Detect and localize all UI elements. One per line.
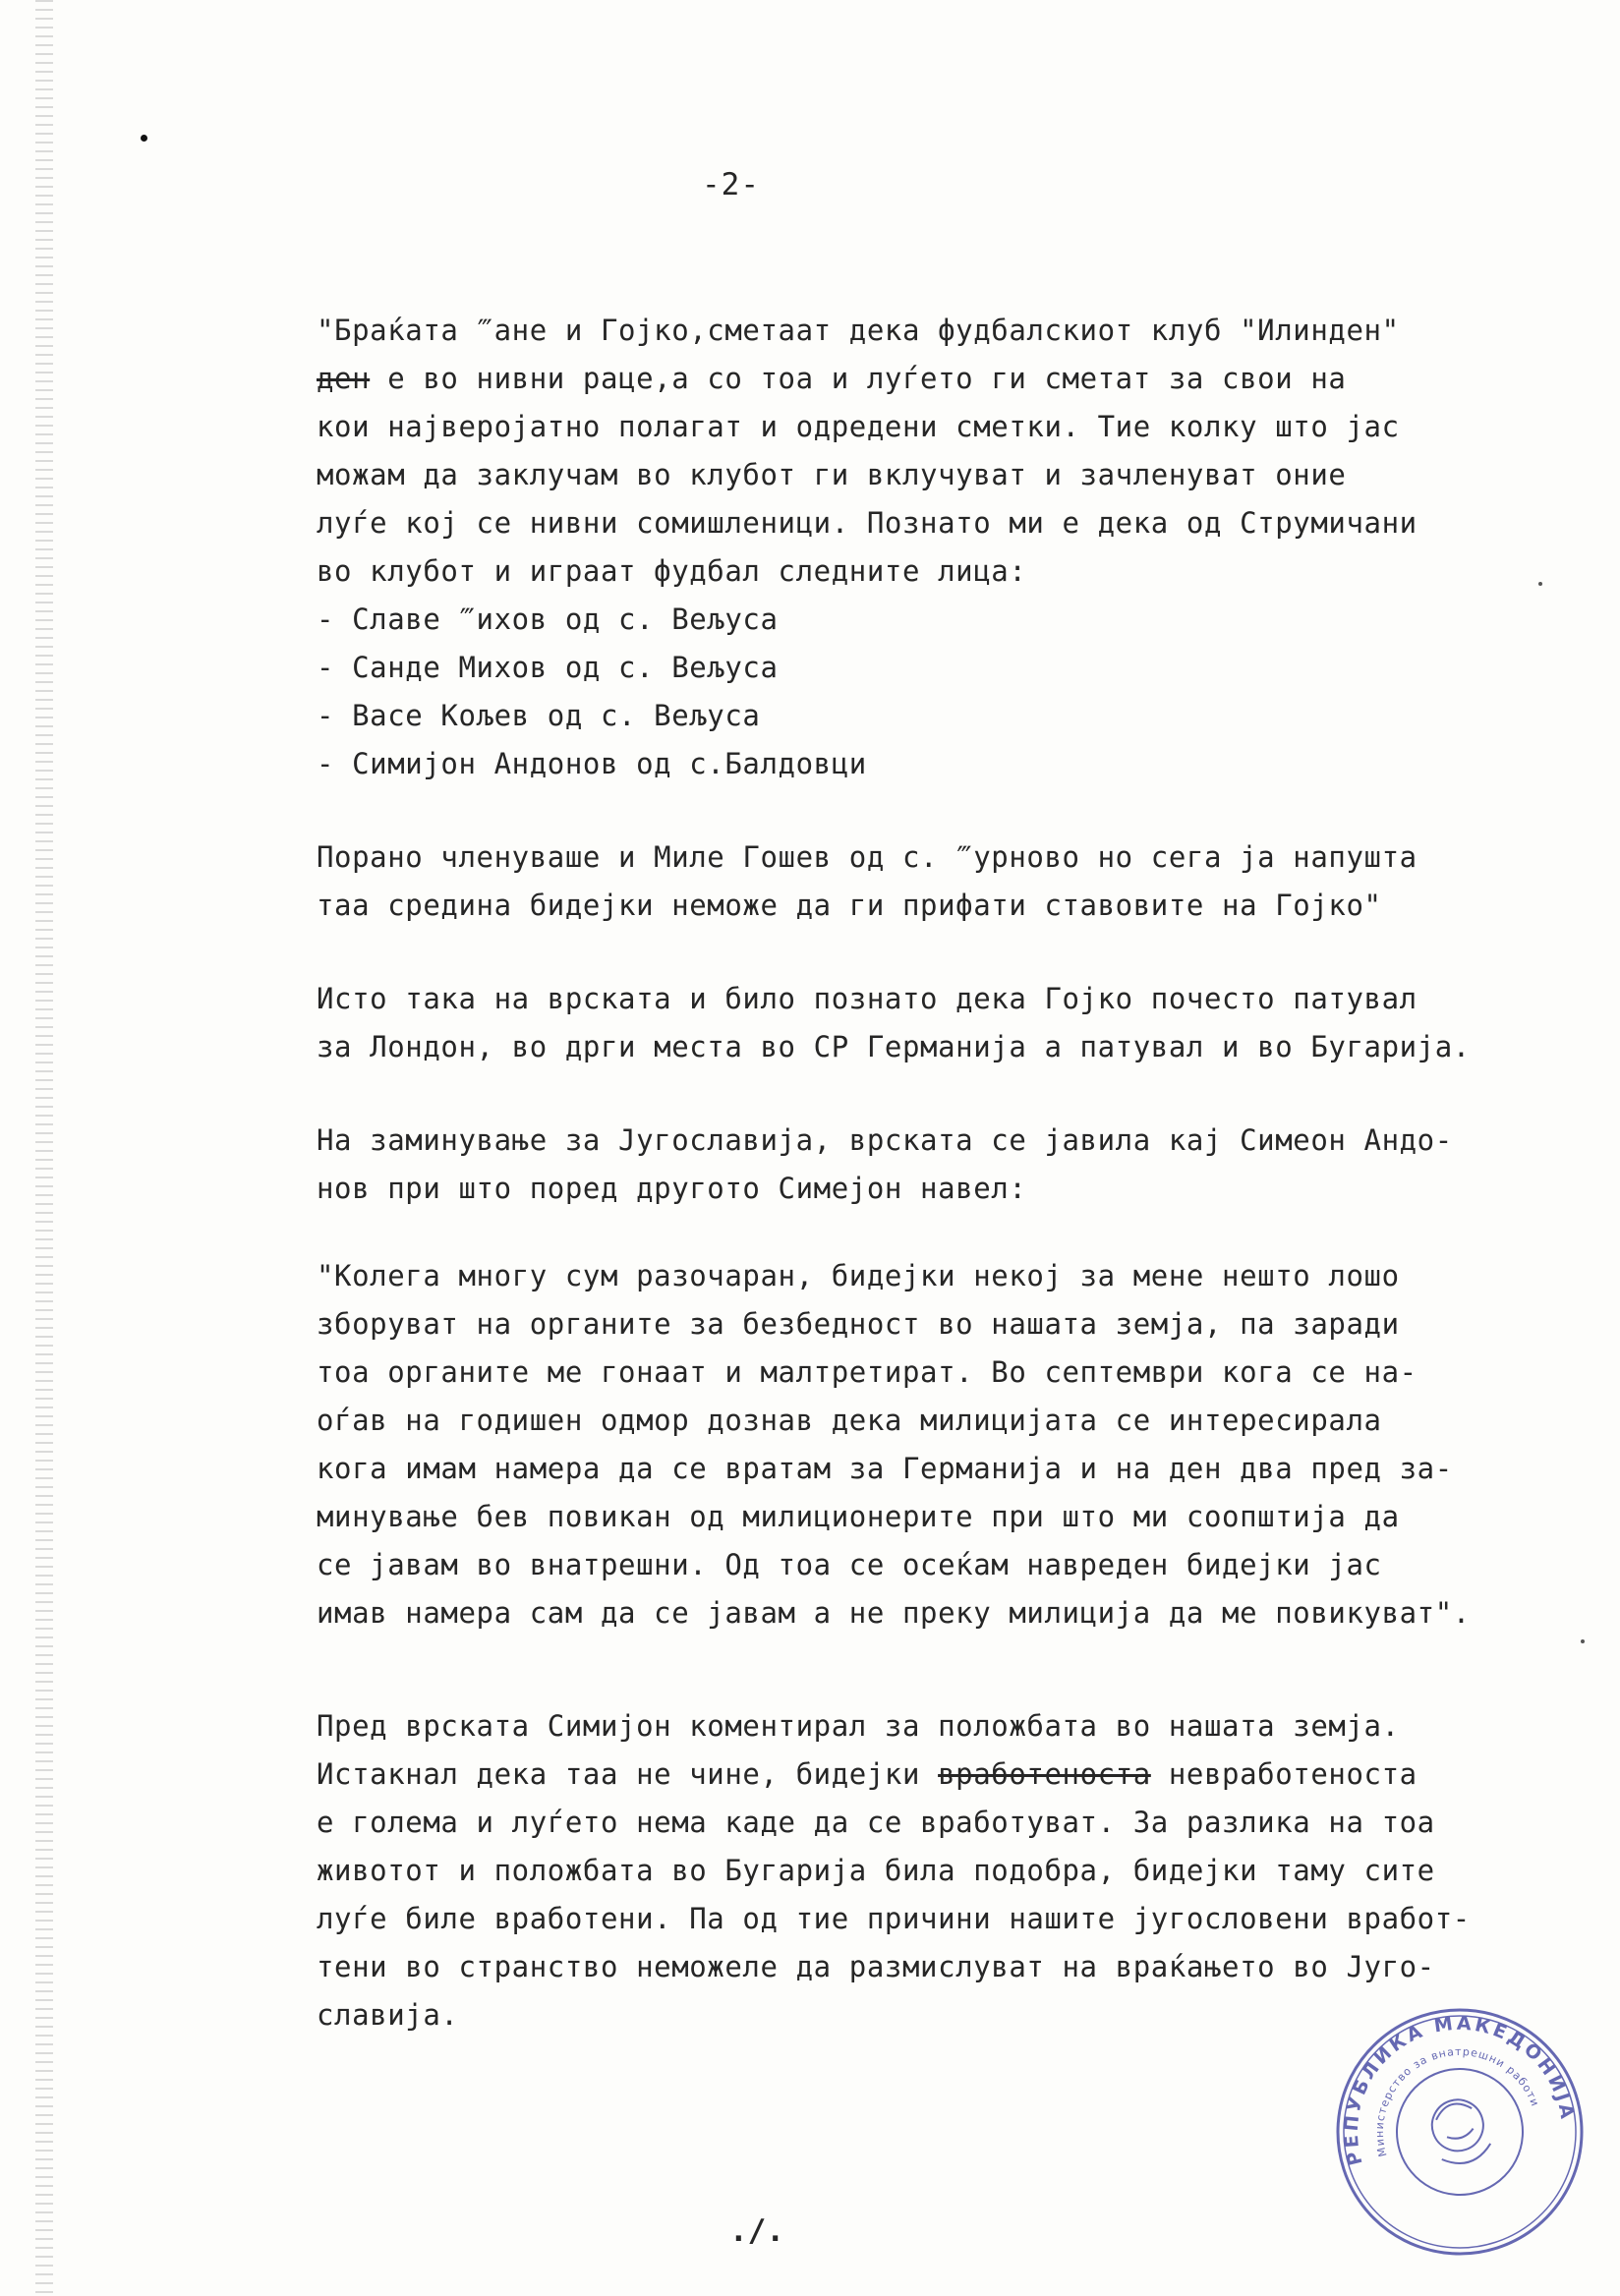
text-line: Порано членуваше и Миле Гошев од с. ‴урново но сега ја напушта xyxy=(317,840,1418,874)
text-line: за Лондон, во дрги места во СР Германија а патувал и во Бугарија. xyxy=(317,1030,1471,1063)
text-line: можам да заклучам во клубот ги вклучуват и зачленуват оние xyxy=(317,458,1347,491)
text-line: се јавам во внатрешни. Од тоа се осеќам навреден бидејки јас xyxy=(317,1548,1382,1581)
list-item: - Симијон Андонов од с.Балдовци xyxy=(317,747,867,780)
stamp-outer-text: РЕПУБЛИКА МАКЕДОНИЈА xyxy=(1340,2012,1579,2168)
text-line: тени во странство неможеле да размислуват на враќањето во Југо- xyxy=(317,1950,1435,1983)
text-line xyxy=(317,1751,1614,1799)
continuation-mark: ./. xyxy=(729,2213,784,2249)
list-item: - Славе ‴ихов од с. Вељуса xyxy=(317,603,779,636)
text-line: луѓе биле вработени. Па од тие причини нашите југословени вработ- xyxy=(317,1902,1471,1935)
left-edge-perforation xyxy=(35,0,53,2296)
text-line: кои најверојатно полагат и одредени сметки. Тие колку што јас xyxy=(317,410,1400,443)
stamp-inner-text: Министерство за внатрешни работи xyxy=(1372,2044,1542,2158)
line-text: е во нивни раце,а со тоа и луѓето ги сметат за свои на xyxy=(370,362,1347,395)
text-line: славија. xyxy=(317,1998,459,2032)
paragraph xyxy=(317,1117,1614,1213)
stamp-emblem-icon xyxy=(1425,2094,1494,2170)
text-line: зборуват на органите за безбедност во нашата земја, па заради xyxy=(317,1307,1400,1341)
struck-word: вработеноста xyxy=(938,1757,1151,1791)
text-line: "Браќата ‴ане и Гојко,сметаат дека фудбалскиот клуб "Илинден" xyxy=(317,314,1400,347)
text-line: животот и положбата во Бугарија била подобра, бидејки таму сите xyxy=(317,1854,1435,1887)
text-line: нов при што поред другото Симејон навел: xyxy=(317,1172,1027,1205)
list-item: - Васе Кољев од с. Вељуса xyxy=(317,699,761,732)
paragraph xyxy=(317,1702,1614,2039)
text-line: Исто така на врската и било познато дека Гојко почесто патувал xyxy=(317,982,1418,1015)
paragraph xyxy=(317,307,1614,788)
text-line: "Колега многу сум разочаран, бидејки некој за мене нешто лошо xyxy=(317,1259,1400,1292)
text-line: тоа органите ме гонаат и малтретират. Во септември кога се на- xyxy=(317,1355,1418,1389)
paragraph xyxy=(317,975,1614,1071)
text-line: кога имам намера да се вратам за Германија и на ден два пред за- xyxy=(317,1452,1453,1485)
text-line: минување бев повикан од милиционерите при што ми соопштија да xyxy=(317,1500,1400,1533)
text-line: имав намера сам да се јавам а не преку милиција да ме повикуват". xyxy=(317,1596,1471,1630)
text-line: На заминување за Југославија, врската се јавила кај Симеон Андо- xyxy=(317,1123,1453,1157)
paragraph xyxy=(317,1252,1614,1637)
text-line: Пред врската Симијон коментирал за положбата во нашата земја. xyxy=(317,1709,1400,1743)
paragraph xyxy=(317,833,1614,930)
text-line: оѓав на годишен одмор дознав дека милицијата се интересирала xyxy=(317,1404,1382,1437)
document-body xyxy=(317,307,1614,2039)
text-line: е голема и луѓето нема каде да се вработуват. За разлика на тоа xyxy=(317,1806,1435,1839)
ink-dot xyxy=(141,135,147,142)
line-text: невработеноста xyxy=(1150,1757,1418,1791)
text-line: во клубот и играат фудбал следните лица: xyxy=(317,554,1027,588)
text-line: луѓе кој се нивни сомишленици. Познато ми е дека од Струмичани xyxy=(317,506,1418,540)
text-line xyxy=(317,355,1614,403)
line-text: Истакнал дека таа не чине, бидејки xyxy=(317,1757,939,1791)
page-number: -2- xyxy=(702,167,760,202)
text-line: таа средина бидејки неможе да ги прифати ставовите на Гојко" xyxy=(317,889,1382,922)
list-item: - Санде Михов од с. Вељуса xyxy=(317,651,779,684)
struck-word: ден xyxy=(317,362,371,395)
